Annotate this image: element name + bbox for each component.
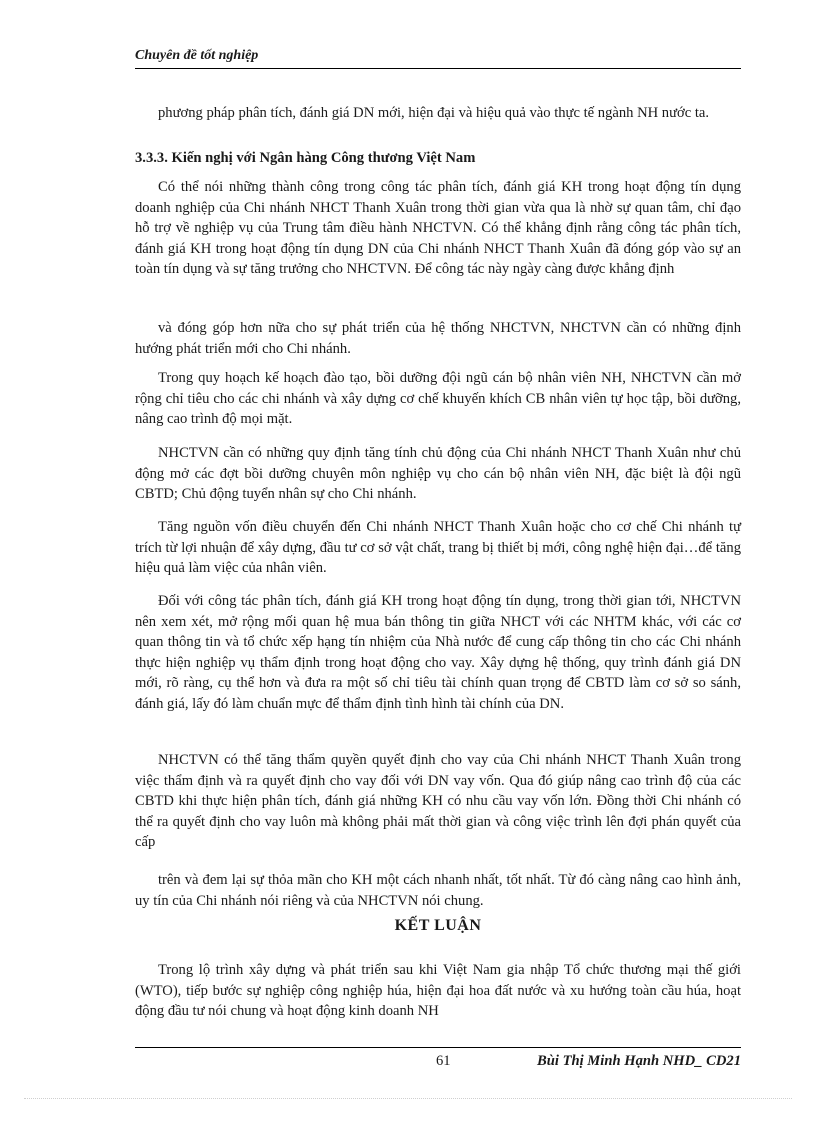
footer-author: Bùi Thị Minh Hạnh NHD_ CD21 [537,1053,741,1069]
paragraph-0: phương pháp phân tích, đánh giá DN mới, hiện đại và hiệu quả vào thực tế ngành NH nước ta. [158,105,710,121]
footer-divider [135,1047,741,1048]
page-edge [24,1098,792,1099]
running-header: Chuyên đề tốt nghiệp [135,48,259,63]
paragraph-7: Trong lộ trình xây dựng và phát triển sau khi Việt Nam gia nhập Tổ chức thương mại thế giới (WTO), tiếp bước sự nghiệp công nghiệp húa, hiện đại hoa đất nước và xu hướng toàn cầu húa, hoạt động đầu tư nói chung và hoạt động kinh doanh NH [135,962,741,1019]
conclusion-title: KẾT LUẬN [394,917,482,934]
paragraph-3: NHCTVN cần có những quy định tăng tính chủ động của Chi nhánh NHCT Thanh Xuân như chủ động mở các đợt bồi dưỡng chuyên môn nghiệp vụ cho cán bộ nhân viên NH, đặc biệt là đội ngũ CBTD; Chủ động tuyển nhân sự cho Chi nhánh. [135,445,741,502]
paragraph-4: Tăng nguồn vốn điều chuyển đến Chi nhánh NHCT Thanh Xuân hoặc cho cơ chế Chi nhánh tự trích từ lợi nhuận để xây dựng, đầu tư cơ sở vật chất, trang bị thiết bị mới, công nghệ hiện đại…để tăng hiệu quả làm việc của nhân viên. [135,519,741,576]
paragraph-6: NHCTVN có thể tăng thẩm quyền quyết định cho vay của Chi nhánh NHCT Thanh Xuân trong việc thẩm định và ra quyết định cho vay đối với DN vay vốn. Qua đó giúp nâng cao trình độ của các CBTD khi thực hiện phân tích, đánh giá những KH có nhu cầu vay vốn lớn. Đồng thời Chi nhánh có thể ra quyết định cho vay luôn mà không phải mất thời gian và công việc trình lên đợi phán quyết của cấp [135,752,741,850]
paragraph-6-continued: trên và đem lại sự thỏa mãn cho KH một cách nhanh nhất, tốt nhất. Từ đó càng nâng cao hình ảnh, uy tín của Chi nhánh nói riêng và của NHCTVN nói chung. [135,872,741,909]
paragraph-1: Có thể nói những thành công trong công tác phân tích, đánh giá KH trong hoạt động tín dụng doanh nghiệp của Chi nhánh NHCT Thanh Xuân trong thời gian vừa qua là nhờ sự quan tâm, chỉ đạo hỗ trợ về nghiệp vụ của Trung tâm điều hành NHCTVN. Có thể khẳng định rằng công tác phân tích, đánh giá KH trong hoạt động tín dụng DN của Chi nhánh NHCT Thanh Xuân đã đóng góp vào sự an toàn tín dụng và sự tăng trưởng cho NHCTVN. Để công tác này ngày càng được khẳng định [135,179,741,277]
header-divider [135,68,741,69]
paragraph-1-continued: và đóng góp hơn nữa cho sự phát triển của hệ thống NHCTVN, NHCTVN cần có những định hướng phát triển mới cho Chi nhánh. [135,320,741,357]
page-number: 61 [436,1053,451,1069]
paragraph-5: Đối với công tác phân tích, đánh giá KH trong hoạt động tín dụng, trong thời gian tới, NHCTVN nên xem xét, mở rộng mối quan hệ mua bán thông tin giữa NHCT với các NHTM khác, với các cơ quan thông tin và tổ chức xếp hạng tín nhiệm của Nhà nước để cung cấp thông tin cho các Chi nhánh thực hiện nghiệp vụ thẩm định trong hoạt động cho vay. Xây dựng hệ thống, quy trình đánh giá DN mới, rõ ràng, cụ thể hơn và đưa ra một số chỉ tiêu tài chính quan trọng để CBTD làm cơ sở so sánh, đánh giá, lấy đó làm chuẩn mực để thẩm định tình hình tài chính của DN. [135,593,741,712]
paragraph-2: Trong quy hoạch kế hoạch đào tạo, bồi dưỡng đội ngũ cán bộ nhân viên NH, NHCTVN cần mở rộng chỉ tiêu cho các chi nhánh và xây dựng cơ chế khuyến khích CB nhân viên tự học tập, bồi dưỡng, nâng cao trình độ mọi mặt. [135,370,741,427]
section-heading: 3.3.3. Kiến nghị với Ngân hàng Công thương Việt Nam [135,150,476,166]
